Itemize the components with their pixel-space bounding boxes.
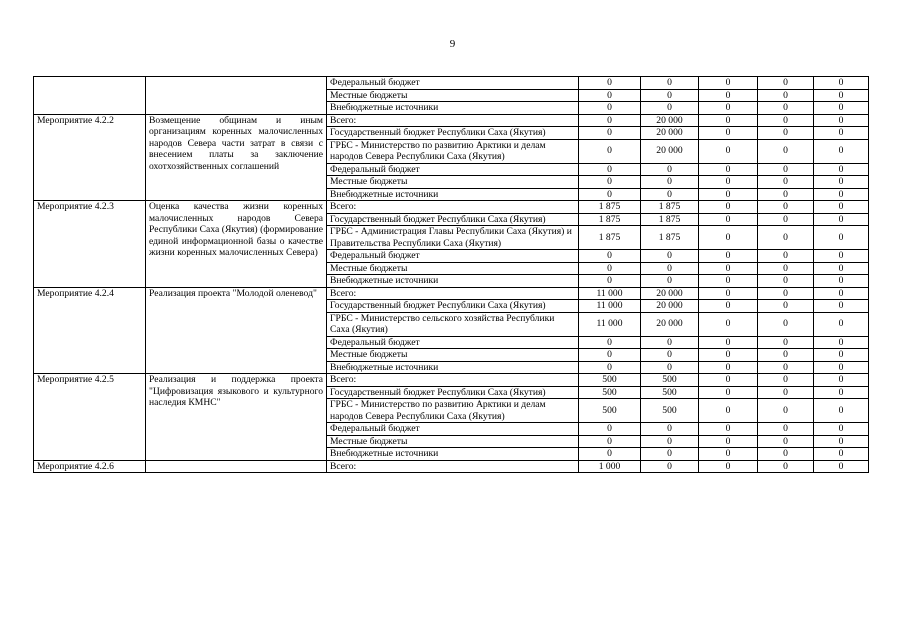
amount-cell: 0 bbox=[699, 275, 758, 288]
amount-cell: 0 bbox=[699, 386, 758, 399]
amount-cell: 0 bbox=[814, 226, 869, 250]
amount-cell: 0 bbox=[758, 435, 814, 448]
amount-cell: 0 bbox=[758, 336, 814, 349]
table-row bbox=[34, 460, 869, 473]
funding-source-cell: Всего: bbox=[327, 374, 579, 387]
amount-cell: 0 bbox=[699, 435, 758, 448]
amount-cell: 500 bbox=[641, 386, 699, 399]
amount-cell: 0 bbox=[814, 312, 869, 336]
amount-cell: 0 bbox=[814, 361, 869, 374]
amount-cell: 0 bbox=[641, 361, 699, 374]
amount-cell: 0 bbox=[814, 386, 869, 399]
amount-cell: 0 bbox=[814, 250, 869, 263]
amount-cell: 0 bbox=[758, 102, 814, 115]
amount-cell: 0 bbox=[814, 176, 869, 189]
amount-cell: 0 bbox=[814, 435, 869, 448]
amount-cell: 0 bbox=[814, 201, 869, 214]
funding-source-cell: Местные бюджеты bbox=[327, 89, 579, 102]
amount-cell: 0 bbox=[699, 163, 758, 176]
funding-source-cell: Внебюджетные источники bbox=[327, 361, 579, 374]
amount-cell: 0 bbox=[579, 361, 641, 374]
amount-cell: 0 bbox=[758, 89, 814, 102]
funding-source-cell: Внебюджетные источники bbox=[327, 275, 579, 288]
amount-cell: 500 bbox=[641, 374, 699, 387]
measure-description-cell: Возмещение общинам и иным организациям коренных малочисленных народов Севера части затрат в связи с внесением платы за заключение охотхозяйственных соглашений bbox=[146, 114, 327, 201]
amount-cell: 0 bbox=[641, 435, 699, 448]
funding-source-cell: Государственный бюджет Республики Саха (Якутия) bbox=[327, 127, 579, 140]
amount-cell: 1 875 bbox=[641, 213, 699, 226]
page-number: 9 bbox=[449, 38, 456, 50]
amount-cell: 0 bbox=[758, 163, 814, 176]
amount-cell: 0 bbox=[641, 77, 699, 90]
amount-cell: 0 bbox=[579, 349, 641, 362]
funding-source-cell: Местные бюджеты bbox=[327, 349, 579, 362]
amount-cell: 0 bbox=[758, 361, 814, 374]
amount-cell: 0 bbox=[641, 349, 699, 362]
amount-cell: 0 bbox=[814, 275, 869, 288]
amount-cell: 0 bbox=[758, 300, 814, 313]
amount-cell: 1 875 bbox=[579, 226, 641, 250]
amount-cell: 0 bbox=[579, 262, 641, 275]
amount-cell: 0 bbox=[758, 374, 814, 387]
amount-cell: 0 bbox=[579, 127, 641, 140]
amount-cell: 0 bbox=[579, 176, 641, 189]
amount-cell: 0 bbox=[579, 250, 641, 263]
amount-cell: 1 875 bbox=[579, 213, 641, 226]
measure-description-cell: Оценка качества жизни коренных малочисленных народов Севера Республики Саха (Якутия) (формирование единой информационной базы о качестве жизни коренных малочисленных Севера) bbox=[146, 201, 327, 288]
funding-source-cell: Государственный бюджет Республики Саха (Якутия) bbox=[327, 213, 579, 226]
amount-cell: 0 bbox=[758, 423, 814, 436]
measure-description-cell: Реализация и поддержка проекта "Цифровизация языкового и культурного наследия КМНС" bbox=[146, 374, 327, 461]
funding-source-cell: Государственный бюджет Республики Саха (Якутия) bbox=[327, 386, 579, 399]
amount-cell: 0 bbox=[579, 77, 641, 90]
amount-cell: 0 bbox=[699, 262, 758, 275]
amount-cell: 0 bbox=[814, 262, 869, 275]
amount-cell: 500 bbox=[641, 399, 699, 423]
measure-description-cell: Реализация проекта "Молодой оленевод" bbox=[146, 287, 327, 374]
amount-cell: 0 bbox=[758, 188, 814, 201]
amount-cell: 0 bbox=[814, 287, 869, 300]
amount-cell: 0 bbox=[699, 77, 758, 90]
amount-cell: 0 bbox=[758, 139, 814, 163]
amount-cell: 0 bbox=[579, 275, 641, 288]
amount-cell: 0 bbox=[814, 423, 869, 436]
amount-cell: 0 bbox=[758, 287, 814, 300]
amount-cell: 0 bbox=[758, 176, 814, 189]
amount-cell: 0 bbox=[699, 127, 758, 140]
amount-cell: 20 000 bbox=[641, 114, 699, 127]
funding-source-cell: ГРБС - Министерство сельского хозяйства Республики Саха (Якутия) bbox=[327, 312, 579, 336]
amount-cell: 0 bbox=[814, 460, 869, 473]
funding-source-cell: Всего: bbox=[327, 201, 579, 214]
amount-cell: 0 bbox=[699, 188, 758, 201]
amount-cell: 0 bbox=[579, 102, 641, 115]
amount-cell: 11 000 bbox=[579, 312, 641, 336]
amount-cell: 0 bbox=[579, 188, 641, 201]
funding-source-cell: ГРБС - Министерство по развитию Арктики и делам народов Севера Республики Саха (Якутия) bbox=[327, 139, 579, 163]
amount-cell: 0 bbox=[814, 139, 869, 163]
measure-description-cell bbox=[146, 460, 327, 473]
table-row bbox=[34, 114, 869, 127]
amount-cell: 0 bbox=[699, 448, 758, 461]
amount-cell: 0 bbox=[579, 423, 641, 436]
funding-source-cell: Всего: bbox=[327, 114, 579, 127]
amount-cell: 0 bbox=[641, 102, 699, 115]
amount-cell: 0 bbox=[814, 374, 869, 387]
amount-cell: 0 bbox=[758, 349, 814, 362]
amount-cell: 0 bbox=[814, 89, 869, 102]
funding-source-cell: Федеральный бюджет bbox=[327, 163, 579, 176]
amount-cell: 0 bbox=[758, 127, 814, 140]
amount-cell: 0 bbox=[699, 361, 758, 374]
amount-cell: 0 bbox=[814, 77, 869, 90]
amount-cell: 500 bbox=[579, 374, 641, 387]
funding-source-cell: Внебюджетные источники bbox=[327, 448, 579, 461]
amount-cell: 500 bbox=[579, 399, 641, 423]
amount-cell: 0 bbox=[699, 114, 758, 127]
amount-cell: 0 bbox=[758, 77, 814, 90]
amount-cell: 0 bbox=[758, 213, 814, 226]
measure-title-cell: Мероприятие 4.2.5 bbox=[34, 374, 146, 461]
funding-source-cell: Местные бюджеты bbox=[327, 262, 579, 275]
amount-cell: 0 bbox=[641, 188, 699, 201]
amount-cell: 0 bbox=[579, 448, 641, 461]
amount-cell: 0 bbox=[758, 262, 814, 275]
amount-cell: 0 bbox=[814, 336, 869, 349]
amount-cell: 0 bbox=[699, 287, 758, 300]
amount-cell: 0 bbox=[758, 201, 814, 214]
amount-cell: 20 000 bbox=[641, 139, 699, 163]
amount-cell: 0 bbox=[641, 275, 699, 288]
amount-cell: 0 bbox=[641, 176, 699, 189]
amount-cell: 0 bbox=[699, 460, 758, 473]
measure-title-cell bbox=[34, 77, 146, 115]
funding-source-cell: ГРБС - Министерство по развитию Арктики и делам народов Севера Республики Саха (Якутия) bbox=[327, 399, 579, 423]
table-row bbox=[34, 77, 869, 90]
funding-source-cell: Всего: bbox=[327, 460, 579, 473]
amount-cell: 0 bbox=[579, 163, 641, 176]
amount-cell: 0 bbox=[641, 460, 699, 473]
amount-cell: 0 bbox=[699, 399, 758, 423]
amount-cell: 0 bbox=[641, 163, 699, 176]
amount-cell: 0 bbox=[758, 226, 814, 250]
funding-source-cell: Всего: bbox=[327, 287, 579, 300]
amount-cell: 0 bbox=[699, 201, 758, 214]
funding-source-cell: Внебюджетные источники bbox=[327, 188, 579, 201]
amount-cell: 20 000 bbox=[641, 127, 699, 140]
amount-cell: 20 000 bbox=[641, 287, 699, 300]
amount-cell: 0 bbox=[579, 336, 641, 349]
amount-cell: 0 bbox=[814, 399, 869, 423]
amount-cell: 0 bbox=[814, 114, 869, 127]
amount-cell: 0 bbox=[699, 102, 758, 115]
amount-cell: 1 875 bbox=[641, 226, 699, 250]
amount-cell: 0 bbox=[699, 213, 758, 226]
amount-cell: 0 bbox=[814, 448, 869, 461]
amount-cell: 0 bbox=[641, 89, 699, 102]
amount-cell: 0 bbox=[814, 102, 869, 115]
amount-cell: 0 bbox=[699, 349, 758, 362]
amount-cell: 0 bbox=[641, 448, 699, 461]
funding-source-cell: Государственный бюджет Республики Саха (Якутия) bbox=[327, 300, 579, 313]
budget-table bbox=[33, 76, 869, 473]
amount-cell: 0 bbox=[699, 423, 758, 436]
funding-source-cell: Местные бюджеты bbox=[327, 435, 579, 448]
amount-cell: 0 bbox=[579, 89, 641, 102]
amount-cell: 0 bbox=[699, 176, 758, 189]
funding-source-cell: Внебюджетные источники bbox=[327, 102, 579, 115]
table-row bbox=[34, 201, 869, 214]
measure-title-cell: Мероприятие 4.2.2 bbox=[34, 114, 146, 201]
amount-cell: 0 bbox=[758, 448, 814, 461]
funding-source-cell: Местные бюджеты bbox=[327, 176, 579, 189]
amount-cell: 0 bbox=[814, 213, 869, 226]
amount-cell: 20 000 bbox=[641, 300, 699, 313]
amount-cell: 0 bbox=[814, 349, 869, 362]
table-body bbox=[34, 77, 869, 473]
amount-cell: 0 bbox=[758, 275, 814, 288]
amount-cell: 0 bbox=[814, 127, 869, 140]
amount-cell: 11 000 bbox=[579, 300, 641, 313]
funding-source-cell: Федеральный бюджет bbox=[327, 77, 579, 90]
amount-cell: 0 bbox=[641, 262, 699, 275]
amount-cell: 0 bbox=[641, 250, 699, 263]
amount-cell: 20 000 bbox=[641, 312, 699, 336]
measure-title-cell: Мероприятие 4.2.3 bbox=[34, 201, 146, 288]
amount-cell: 0 bbox=[758, 460, 814, 473]
amount-cell: 0 bbox=[641, 423, 699, 436]
table-row bbox=[34, 287, 869, 300]
table-row bbox=[34, 374, 869, 387]
amount-cell: 0 bbox=[758, 312, 814, 336]
measure-title-cell: Мероприятие 4.2.6 bbox=[34, 460, 146, 473]
funding-source-cell: ГРБС - Администрация Главы Республики Саха (Якутия) и Правительства Республики Саха (Якутия) bbox=[327, 226, 579, 250]
amount-cell: 0 bbox=[814, 188, 869, 201]
measure-description-cell bbox=[146, 77, 327, 115]
amount-cell: 0 bbox=[699, 139, 758, 163]
amount-cell: 1 875 bbox=[641, 201, 699, 214]
amount-cell: 0 bbox=[758, 114, 814, 127]
amount-cell: 1 875 bbox=[579, 201, 641, 214]
amount-cell: 0 bbox=[579, 114, 641, 127]
amount-cell: 0 bbox=[699, 312, 758, 336]
amount-cell: 0 bbox=[699, 336, 758, 349]
amount-cell: 11 000 bbox=[579, 287, 641, 300]
amount-cell: 0 bbox=[758, 250, 814, 263]
amount-cell: 500 bbox=[579, 386, 641, 399]
amount-cell: 0 bbox=[699, 89, 758, 102]
amount-cell: 0 bbox=[699, 226, 758, 250]
amount-cell: 0 bbox=[814, 300, 869, 313]
amount-cell: 0 bbox=[579, 435, 641, 448]
funding-source-cell: Федеральный бюджет bbox=[327, 336, 579, 349]
amount-cell: 0 bbox=[579, 139, 641, 163]
amount-cell: 0 bbox=[699, 300, 758, 313]
measure-title-cell: Мероприятие 4.2.4 bbox=[34, 287, 146, 374]
amount-cell: 0 bbox=[758, 399, 814, 423]
amount-cell: 0 bbox=[641, 336, 699, 349]
funding-source-cell: Федеральный бюджет bbox=[327, 250, 579, 263]
amount-cell: 0 bbox=[758, 386, 814, 399]
amount-cell: 0 bbox=[814, 163, 869, 176]
amount-cell: 0 bbox=[699, 250, 758, 263]
amount-cell: 0 bbox=[699, 374, 758, 387]
funding-source-cell: Федеральный бюджет bbox=[327, 423, 579, 436]
amount-cell: 1 000 bbox=[579, 460, 641, 473]
